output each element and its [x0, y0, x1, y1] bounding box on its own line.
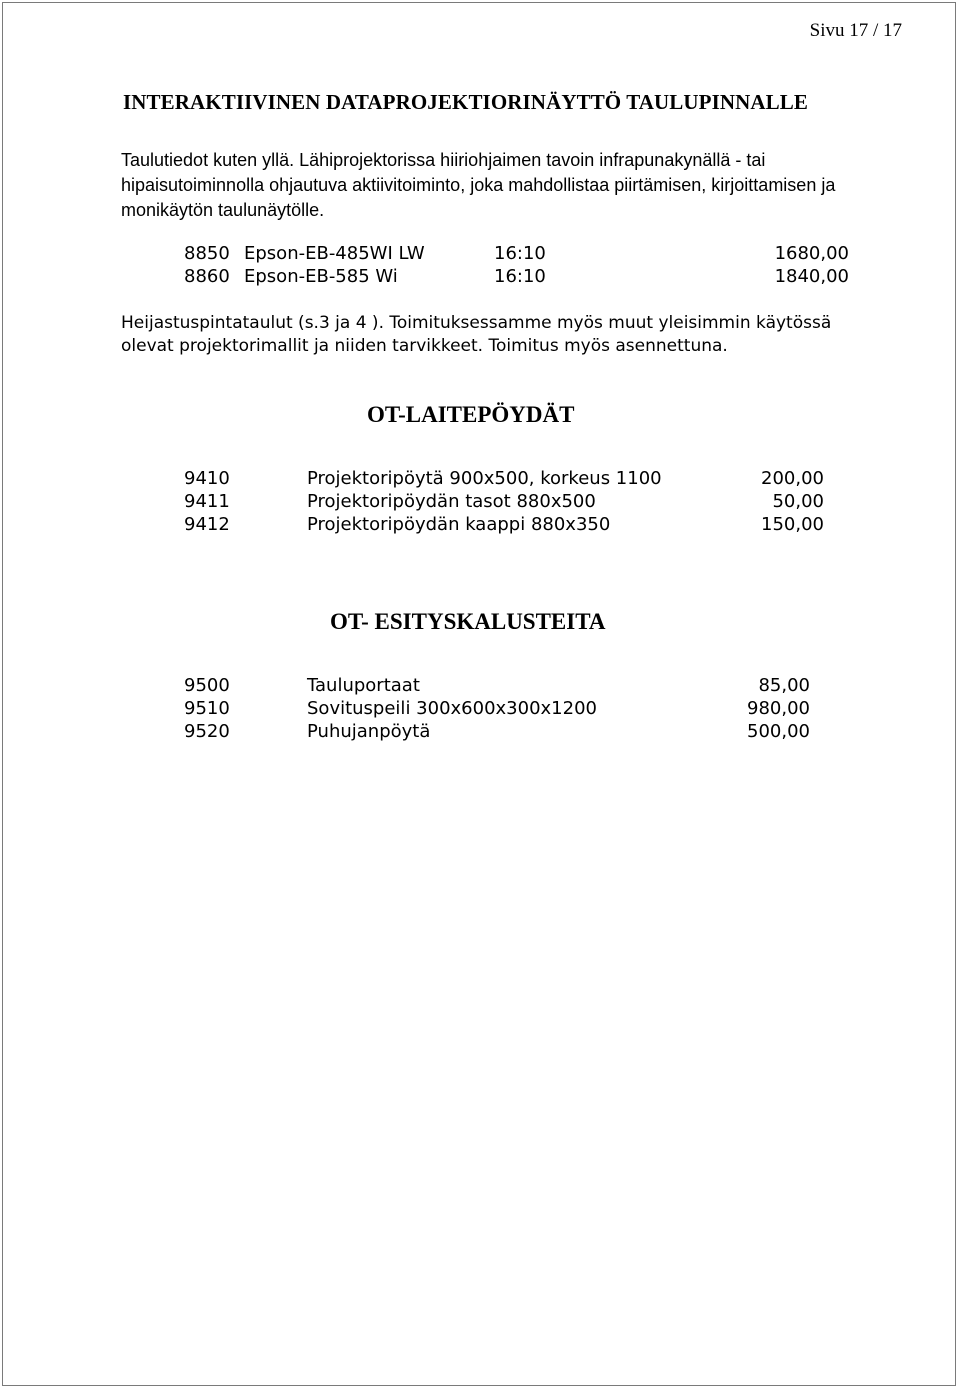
product-name: Projektoripöydän kaappi 880x350	[307, 514, 611, 535]
product-price: 1680,00	[774, 243, 849, 264]
product-model: Epson-EB-585 Wi	[244, 266, 398, 287]
main-heading: INTERAKTIIVINEN DATAPROJEKTIORINÄYTTÖ TAULUPINNALLE	[123, 90, 808, 114]
note-paragraph: Heijastuspintataulut (s.3 ja 4 ). Toimituksessamme myös muut yleisimmin käytössä olevat projektorimallit ja niiden tarvikkeet. Toimitus myös asennettuna.	[121, 313, 832, 356]
product-price: 150,00	[761, 514, 824, 535]
product-name: Projektoripöydän tasot 880x500	[307, 491, 596, 512]
section-heading-tables: OT-LAITEPÖYDÄT	[367, 402, 575, 427]
aspect-ratio: 16:10	[494, 243, 546, 264]
product-code: 8860	[184, 266, 230, 287]
product-price: 500,00	[747, 721, 810, 742]
product-price: 200,00	[761, 468, 824, 489]
product-price: 50,00	[772, 491, 824, 512]
product-model: Epson-EB-485WI LW	[244, 243, 425, 264]
product-code: 9412	[184, 514, 230, 535]
product-code: 9410	[184, 468, 230, 489]
product-name: Sovituspeili 300x600x300x1200	[307, 698, 597, 719]
product-name: Puhujanpöytä	[307, 721, 431, 742]
product-name: Projektoripöytä 900x500, korkeus 1100	[307, 468, 662, 489]
product-code: 9510	[184, 698, 230, 719]
page-number: Sivu 17 / 17	[809, 20, 902, 41]
product-price: 1840,00	[774, 266, 849, 287]
product-code: 9520	[184, 721, 230, 742]
product-price: 85,00	[758, 675, 810, 696]
aspect-ratio: 16:10	[494, 266, 546, 287]
product-code: 9500	[184, 675, 230, 696]
section-heading-presentation: OT- ESITYSKALUSTEITA	[330, 609, 606, 634]
product-name: Tauluportaat	[307, 675, 420, 696]
intro-paragraph: Taulutiedot kuten yllä. Lähiprojektorissa hiiriohjaimen tavoin infrapunakynällä - tai hipaisutoiminnolla ohjautuva aktiivitoiminto, joka mahdollistaa piirtämisen, kirjoittamisen ja monikäytön taulunäytölle.	[121, 150, 836, 220]
product-code: 9411	[184, 491, 230, 512]
product-price: 980,00	[747, 698, 810, 719]
product-code: 8850	[184, 243, 230, 264]
